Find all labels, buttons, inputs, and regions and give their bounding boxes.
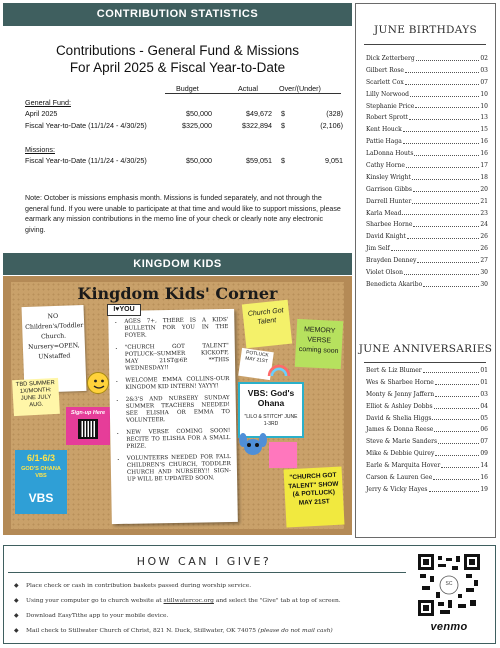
entry-day: 13 (480, 114, 488, 122)
entry-name: Darrell Hunter (366, 197, 412, 205)
anniversary-row (366, 472, 488, 484)
giving-item-text: Mail check to Stillwater Church of Christ, 821 N. Duck, Stillwater, OK 74075 (26, 628, 258, 634)
entry-day: 01 (480, 378, 488, 386)
anniversary-row (366, 413, 488, 425)
birthday-row (366, 101, 488, 113)
dot-leader (413, 184, 479, 192)
anniversaries-rule (364, 362, 486, 363)
note-vbs (15, 450, 67, 514)
cork-board (11, 282, 344, 529)
birthday-row (366, 267, 488, 279)
signup-label: Sign-up Here (70, 410, 106, 416)
dot-leader (417, 255, 479, 263)
note-talent-show: "CHURCH GOT TALENT" SHOW (& POTLUCK) MAY 21ST (284, 467, 345, 528)
entry-day: 19 (480, 485, 488, 493)
note-signup (66, 407, 110, 445)
dot-leader (414, 148, 479, 156)
birthdays-header: JUNE BIRTHDAYS (374, 24, 477, 36)
birthday-list (366, 53, 488, 291)
entry-name: Kent Houck (366, 126, 402, 134)
entry-name: Elliot & Ashley Dobbs (366, 402, 433, 410)
dot-leader (441, 460, 479, 468)
contributions-title (3, 42, 352, 76)
row-budget: $50,000 (186, 109, 212, 118)
birthday-row (366, 172, 488, 184)
dot-leader (434, 401, 480, 409)
diamond-bullet-icon: ◆ (14, 582, 19, 589)
giving-item (14, 578, 406, 593)
anniversary-row (366, 424, 488, 436)
entry-name: Jim Self (366, 245, 390, 253)
entry-name: LaDonna Houts (366, 150, 414, 158)
dot-leader (435, 448, 479, 456)
row-label: Fiscal Year-to-Date (11/1/24 - 4/30/25) (25, 121, 147, 130)
entry-day: 06 (480, 426, 488, 434)
entry-day: 10 (480, 102, 488, 110)
entry-name: Karla Mead (366, 209, 402, 217)
entry-day: 16 (480, 150, 488, 158)
contributions-title-line2: For April 2025 & Fiscal Year-to-Date (69, 60, 286, 75)
row-actual: $322,894 (242, 121, 272, 130)
entry-name: Steve & Marie Sanders (366, 438, 438, 446)
note-summer: TBD SUMMER 1X/MONTH: JUNE JULY AUG. (12, 378, 60, 416)
announcement-item: • VOLUNTEERS NEEDED FOR FALL CHILDREN'S CHURCH, TODDLER CHURCH AND NURSERY!! SIGN-UP WILL BE UPDATED SOON. (127, 454, 231, 484)
dot-leader (433, 472, 479, 480)
missions-note: Note: October is missions emphasis month. Missions is funded separately, and not through the general fund. If you were unable to participate at that time and would like to support missions, please earmark any mission contributions in the memo line of your check or clearly note any electronic giving. (25, 194, 341, 234)
row-over: (2,106) (320, 121, 343, 130)
dot-leader (402, 208, 479, 216)
anniversary-row (366, 389, 488, 401)
entry-day: 20 (480, 185, 488, 193)
contribution-statistics-header: CONTRIBUTION STATISTICS (3, 3, 352, 26)
venmo-logo: venmo (430, 621, 468, 633)
dot-leader (409, 112, 479, 120)
row-over: (328) (326, 109, 343, 118)
dot-leader (416, 53, 480, 61)
announcement-item: • WELCOME EMMA COLLINS-OUR KINGDOM KID INTERN! YAYYY! (125, 376, 229, 392)
dot-leader (391, 243, 480, 251)
giving-item-text: Download EasyTithe app to your mobile device. (26, 613, 169, 619)
giving-item-note: (please do not mail cash) (257, 628, 333, 634)
entry-day: 03 (480, 66, 488, 74)
ohana-title: VBS: God's Ohana (247, 388, 295, 408)
giving-rule (8, 572, 406, 573)
anniversary-row (366, 365, 488, 377)
row-label: Fiscal Year-to-Date (11/1/24 - 4/30/25) (25, 156, 147, 165)
giving-item-text: and select the "Give" tab at top of screen. (213, 598, 341, 604)
row-dollar: $ (281, 121, 285, 130)
entry-name: Earle & Marquita Hover (366, 462, 441, 470)
announcement-item: • 2&3'S AND NURSERY SUNDAY SUMMER TEACHERS NEEDED! SEE ELISHA OR EMMA TO VOLUNTEER. (126, 395, 230, 425)
dot-leader (429, 484, 480, 492)
birthday-row (366, 279, 488, 291)
dot-leader (423, 365, 480, 373)
announcement-item: • NEW VERSE COMING SOON! RECITE TO ELISHA FOR A SMALL PRIZE. (126, 428, 230, 451)
entry-name: Robert Sprott (366, 114, 408, 122)
entry-name: Carson & Lauren Gee (366, 474, 433, 482)
dot-leader (407, 231, 480, 239)
signup-qr-icon (78, 419, 98, 439)
entry-name: Wes & Sharbee Horne (366, 378, 434, 386)
vbs-label: VBS (28, 491, 54, 505)
entry-name: Cathy Horne (366, 162, 405, 170)
entry-day: 04 (480, 402, 488, 410)
birthdays-rule (364, 44, 486, 45)
entry-day: 07 (480, 438, 488, 446)
missions-label: Missions: (25, 145, 55, 154)
entry-day: 16 (480, 474, 488, 482)
entry-day: 01 (480, 367, 488, 374)
entry-name: Scarlett Cox (366, 78, 404, 86)
birthday-row (366, 89, 488, 101)
birthday-row (366, 243, 488, 255)
birthday-row (366, 219, 488, 231)
entry-day: 03 (480, 390, 488, 398)
dot-leader (410, 89, 479, 97)
entry-day: 21 (480, 197, 488, 205)
qr-center-logo: SC (445, 581, 453, 587)
note-church-got-talent: Church Got Talent (242, 300, 292, 349)
birthday-row (366, 65, 488, 77)
giving-item-text: Place check or cash in contribution baskets passed during worship service. (26, 583, 252, 589)
entry-day: 16 (480, 138, 488, 146)
giving-list (14, 578, 406, 638)
birthday-row (366, 112, 488, 124)
note-potluck: POTLUCK MAY 21ST (238, 348, 274, 380)
entry-name: Bert & Liz Blumer (366, 367, 422, 374)
diamond-bullet-icon: ◆ (14, 612, 19, 619)
giving-item (14, 623, 406, 638)
anniversary-row (366, 484, 488, 496)
row-budget: $325,000 (182, 121, 212, 130)
venmo-qr-code[interactable] (418, 554, 480, 616)
entry-day: 23 (480, 209, 488, 217)
birthday-row (366, 53, 488, 65)
header-rule (165, 93, 341, 94)
dot-leader (412, 172, 479, 180)
anniversary-list (366, 365, 488, 496)
note-memory-verse: MEMORY VERSE coming soon (295, 319, 343, 369)
entry-day: 02 (480, 55, 488, 62)
giving-item (14, 593, 406, 608)
birthday-row (366, 148, 488, 160)
entry-name: David & Shelia Higgs (366, 414, 432, 422)
birthday-row (366, 184, 488, 196)
entry-day: 17 (480, 162, 488, 170)
entry-name: Gilbert Rose (366, 66, 404, 74)
birthday-row (366, 77, 488, 89)
anniversary-row (366, 448, 488, 460)
entry-name: Monty & Jenny Jaffern (366, 390, 435, 398)
anniversary-row (366, 401, 488, 413)
note-i-love-you: I♥YOU (107, 304, 141, 316)
anniversaries-header: JUNE ANNIVERSARIES (358, 343, 493, 355)
dot-leader (413, 219, 479, 227)
entry-name: Stephanie Price (366, 102, 415, 110)
entry-name: Kinsley Wright (366, 173, 411, 181)
entry-name: Violet Olson (366, 269, 403, 277)
row-dollar: $ (281, 109, 285, 118)
row-budget: $50,000 (186, 156, 212, 165)
entry-day: 09 (480, 450, 488, 458)
diamond-bullet-icon: ◆ (14, 597, 19, 604)
row-actual: $59,051 (246, 156, 272, 165)
birthday-row (366, 208, 488, 220)
vbs-dates: 6/1-6/3 (26, 453, 56, 463)
dot-leader (403, 124, 480, 132)
announcement-item: • "CHURCH GOT TALENT" POTLUCK--SUMMER KICKOFF, MAY 21ST@6P. **THIS WEDNESDAY!! (125, 343, 229, 373)
entry-day: 30 (480, 280, 488, 288)
entry-day: 26 (480, 245, 488, 253)
dot-leader (423, 279, 479, 287)
row-label: April 2025 (25, 109, 58, 118)
dot-leader (405, 77, 480, 85)
kids-corner-board (3, 276, 352, 535)
general-fund-label: General Fund: (25, 98, 71, 107)
entry-name: James & Donna Reese (366, 426, 434, 434)
anniversary-row (366, 377, 488, 389)
birthday-row (366, 231, 488, 243)
entry-day: 07 (480, 78, 488, 86)
dot-leader (403, 136, 480, 144)
dot-leader (406, 160, 479, 168)
entry-name: Lilly Norwood (366, 90, 409, 98)
birthday-row (366, 160, 488, 172)
dot-leader (412, 196, 479, 204)
giving-item-text: Using your computer go to church website at (26, 598, 164, 604)
birthday-row (366, 255, 488, 267)
row-actual: $49,672 (246, 109, 272, 118)
col-over-under: Over/(Under) (279, 84, 321, 93)
kingdom-kids-header: KINGDOM KIDS (3, 253, 352, 275)
stitch-icon (239, 432, 267, 458)
giving-panel (3, 545, 496, 644)
entry-name: Garrison Gibbs (366, 185, 412, 193)
dot-leader (404, 267, 479, 275)
dot-leader (432, 413, 479, 421)
dot-leader (435, 389, 479, 397)
contributions-title-line1: Contributions - General Fund & Missions (55, 43, 300, 58)
dot-leader (434, 424, 479, 432)
entry-day: 10 (480, 90, 488, 98)
entry-name: David Knight (366, 233, 406, 241)
announcement-list (114, 317, 231, 484)
pink-note (269, 442, 297, 468)
board-title: Kingdom Kids' Corner (77, 284, 278, 303)
giving-item (14, 608, 406, 623)
dot-leader (435, 377, 479, 385)
note-nursery: NO Children's/Toddler Church. Nursery=OPEN, UNstaffed (22, 305, 87, 393)
birthday-row (366, 196, 488, 208)
announcements-sheet (108, 309, 238, 524)
entry-name: Dick Zetterberg (366, 55, 415, 62)
entry-day: 18 (480, 173, 488, 181)
row-dollar: $ (281, 156, 285, 165)
entry-name: Sharbee Horne (366, 221, 413, 229)
vbs-title: GOD'S OHANA VBS (21, 466, 61, 479)
entry-name: Pattie Haga (366, 138, 402, 146)
entry-day: 14 (480, 462, 488, 470)
smiley-icon (87, 372, 109, 394)
entry-name: Benedicta Akaribo (366, 280, 423, 288)
website-link[interactable]: stillwatercoc.org (163, 598, 214, 604)
rainbow-icon (267, 362, 291, 376)
anniversary-row (366, 436, 488, 448)
col-actual: Actual (238, 84, 258, 93)
birthday-row (366, 136, 488, 148)
announcement-item: • AGES 7+, THERE IS A KIDS' BULLETIN FOR YOU IN THE FOYER. (124, 317, 228, 340)
sidebar (355, 3, 496, 538)
birthday-row (366, 124, 488, 136)
entry-day: 27 (480, 257, 488, 265)
entry-day: 30 (480, 269, 488, 277)
diamond-bullet-icon: ◆ (14, 627, 19, 634)
entry-name: Mike & Debbie Quirey (366, 450, 435, 458)
anniversary-row (366, 460, 488, 472)
ohana-sub: "LILO & STITCH" JUNE 1-3RD (244, 414, 298, 427)
entry-day: 05 (480, 414, 488, 422)
dot-leader (438, 436, 479, 444)
entry-name: Jerry & Vicky Hayes (366, 485, 428, 493)
entry-day: 26 (480, 233, 488, 241)
note-vbs-ohana (238, 382, 304, 438)
giving-header: HOW CAN I GIVE? (136, 555, 272, 568)
entry-day: 24 (480, 221, 488, 229)
dot-leader (405, 65, 479, 73)
entry-name: Brayden Denney (366, 257, 417, 265)
dot-leader (415, 101, 479, 109)
row-over: 9,051 (325, 156, 343, 165)
entry-day: 15 (480, 126, 488, 134)
col-budget: Budget (176, 84, 199, 93)
